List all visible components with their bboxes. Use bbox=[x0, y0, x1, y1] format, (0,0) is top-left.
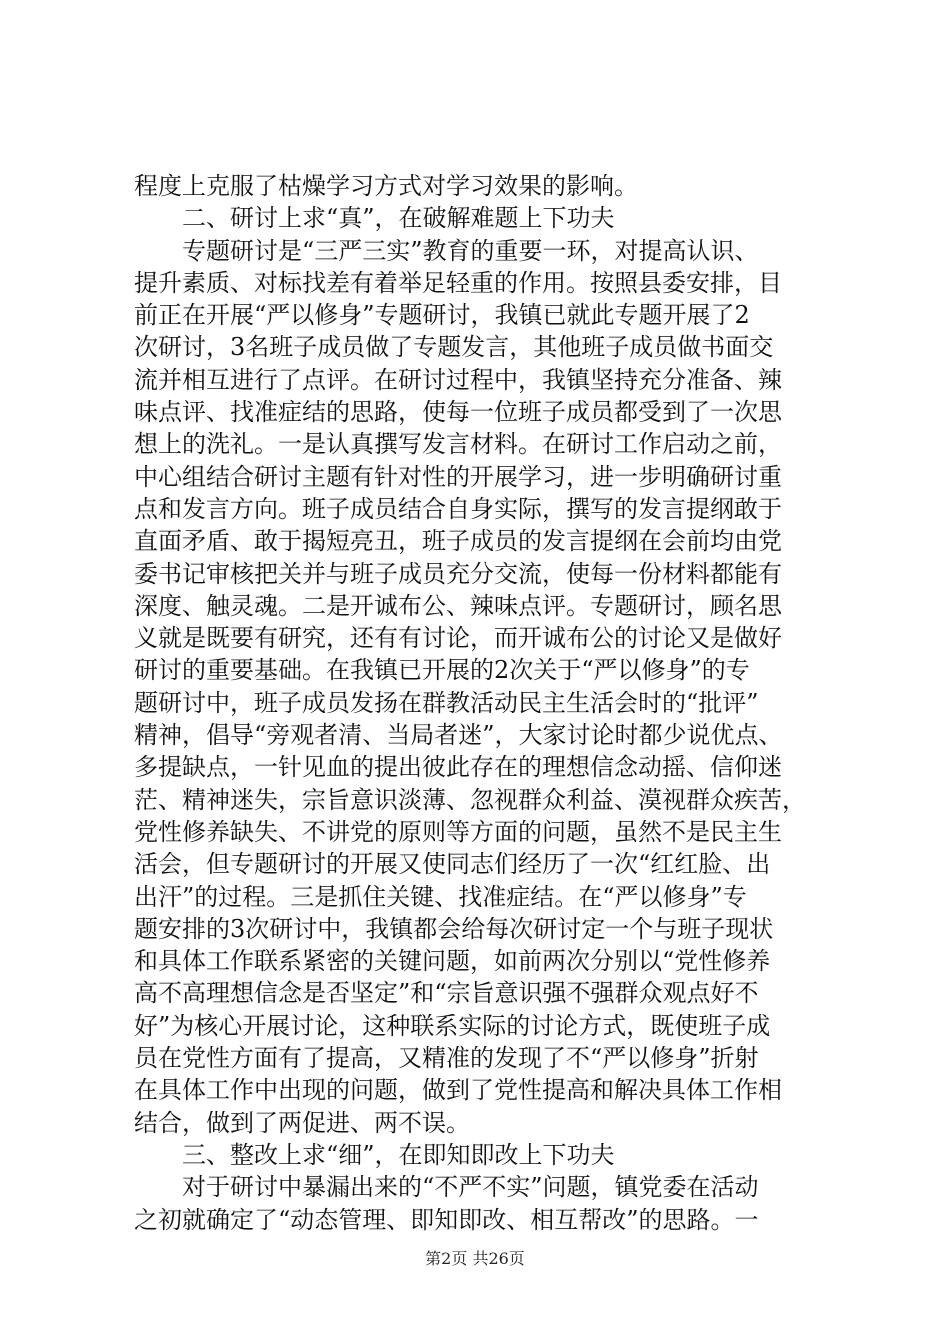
text-line: 次研讨，3名班子成员做了专题发言，其他班子成员做书面交 bbox=[134, 333, 774, 362]
text-line: 委书记审核把关并与班子成员充分交流，使每一份材料都能有 bbox=[134, 559, 782, 588]
text-line: 和具体工作联系紧密的关键问题，如前两次分别以“党性修养 bbox=[134, 947, 771, 976]
paragraph-first-line: 专题研讨是“三严三实”教育的重要一环，对提高认识、 bbox=[182, 236, 759, 265]
text-line: 流并相互进行了点评。在研讨过程中，我镇坚持充分准备、辣 bbox=[134, 365, 782, 394]
text-line: 茫、精神迷失，宗旨意识淡薄、忽视群众利益、漠视群众疾苦， bbox=[134, 785, 806, 814]
text-line: 义就是既要有研究，还有有讨论，而开诚布公的讨论又是做好 bbox=[134, 624, 782, 653]
text-line: 中心组结合研讨主题有针对性的开展学习，进一步明确研讨重 bbox=[134, 462, 782, 491]
section-heading: 二、研讨上求“真”，在破解难题上下功夫 bbox=[182, 204, 615, 233]
text-line: 高不高理想信念是否坚定”和“宗旨意识强不强群众观点好不 bbox=[134, 979, 759, 1008]
text-line: 出汗”的过程。三是抓住关键、找准症结。在“严以修身”专 bbox=[134, 882, 747, 911]
text-line: 程度上克服了枯燥学习方式对学习效果的影响。 bbox=[134, 172, 638, 200]
section-heading: 三、整改上求“细”，在即知即改上下功夫 bbox=[182, 1140, 615, 1169]
text-line: 多提缺点，一针见血的提出彼此存在的理想信念动摇、信仰迷 bbox=[134, 753, 782, 782]
text-line: 好”为核心开展讨论，这种联系实际的讨论方式，既使班子成 bbox=[134, 1011, 771, 1040]
paragraph-first-line: 对于研讨中暴漏出来的“不严不实”问题，镇党委在活动 bbox=[182, 1173, 759, 1202]
document-body bbox=[134, 170, 824, 1236]
text-line: 之初就确定了“动态管理、即知即改、相互帮改”的思路。一 bbox=[134, 1205, 759, 1234]
text-line: 前正在开展“严以修身”专题研讨，我镇已就此专题开展了2 bbox=[134, 301, 750, 330]
text-line: 直面矛盾、敢于揭短亮丑，班子成员的发言提纲在会前均由党 bbox=[134, 527, 782, 556]
text-line: 题安排的3次研讨中，我镇都会给每次研讨定一个与班子现状 bbox=[134, 914, 774, 943]
text-line: 精神，倡导“旁观者清、当局者迷”，大家讨论时都少说优点、 bbox=[134, 721, 783, 750]
text-line: 提升素质、对标找差有着举足轻重的作用。按照县委安排，目 bbox=[134, 268, 782, 297]
text-line: 结合，做到了两促进、两不误。 bbox=[134, 1108, 470, 1137]
text-line: 点和发言方向。班子成员结合自身实际，撰写的发言提纲敢于 bbox=[134, 494, 782, 523]
text-line: 题研讨中，班子成员发扬在群教活动民主生活会时的“批评” bbox=[134, 688, 759, 717]
text-line: 员在党性方面有了提高，又精准的发现了不“严以修身”折射 bbox=[134, 1044, 759, 1073]
text-line: 活会，但专题研讨的开展又使同志们经历了一次“红红脸、出 bbox=[134, 850, 771, 879]
text-line: 在具体工作中出现的问题，做到了党性提高和解决具体工作相 bbox=[134, 1076, 782, 1105]
text-line: 研讨的重要基础。在我镇已开展的2次关于“严以修身”的专 bbox=[134, 656, 750, 685]
text-line: 想上的洗礼。一是认真撰写发言材料。在研讨工作启动之前， bbox=[134, 430, 782, 459]
text-line: 党性修养缺失、不讲党的原则等方面的问题，虽然不是民主生 bbox=[134, 817, 782, 846]
page-footer: 第2页 共26页 bbox=[425, 1249, 525, 1268]
text-line: 味点评、找准症结的思路，使每一位班子成员都受到了一次思 bbox=[134, 398, 782, 427]
text-line: 深度、触灵魂。二是开诚布公、辣味点评。专题研讨，顾名思 bbox=[134, 591, 782, 620]
